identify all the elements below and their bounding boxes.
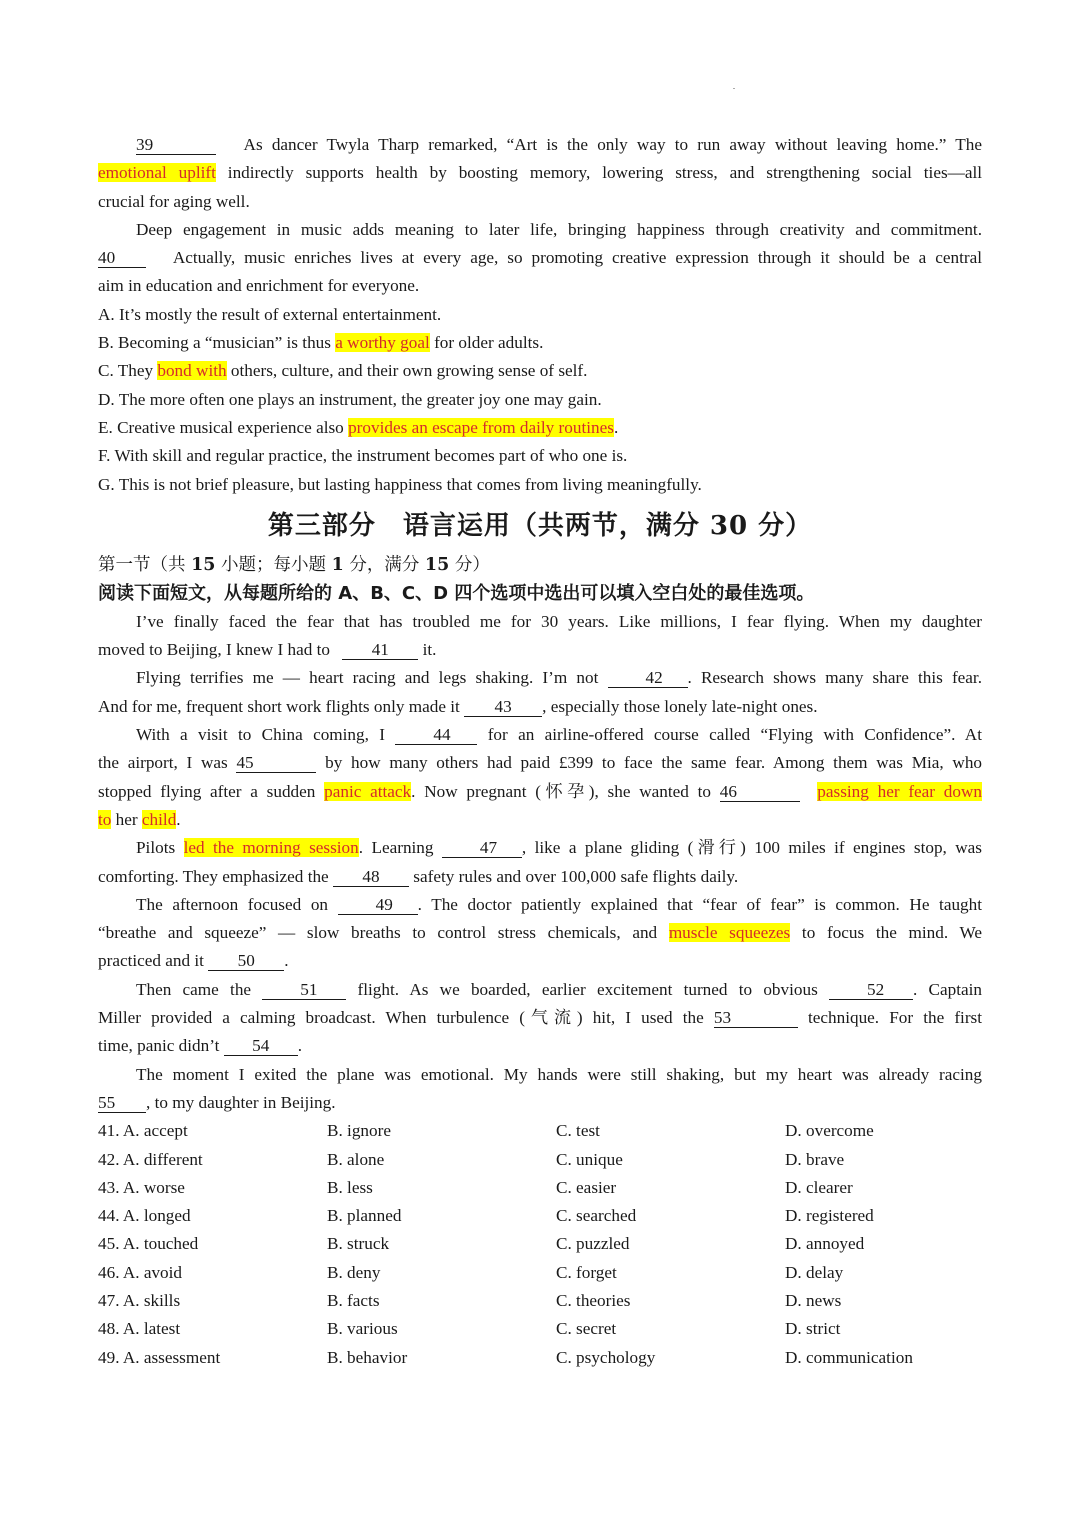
passage-line [98, 721, 982, 749]
text: 分） [449, 554, 490, 575]
text: As dancer Twyla Tharp remarked, “Art is the only way to run away without leaving home.” The [243, 135, 983, 154]
option-cell[interactable]: D. communication [785, 1347, 913, 1367]
option-cell[interactable]: C. unique [556, 1149, 623, 1169]
passage-line: The moment I exited the plane was emotional. My hands were still shaking, but my heart was already racing [136, 1064, 982, 1084]
option-cell[interactable]: 41. A. accept [98, 1121, 188, 1141]
option-cell[interactable]: B. behavior [327, 1347, 408, 1367]
text: E. Creative musical experience also [98, 417, 349, 437]
text: her [111, 809, 142, 829]
options-row [98, 1202, 982, 1230]
text: . Learning [358, 838, 442, 858]
instruction: 阅读下面短文，从每题所给的 A、B、C、D 四个选项中选出可以填入空白处的最佳选项。 [98, 582, 815, 604]
text: Flying terrifies me — heart racing and legs shaking. I’m not [136, 668, 608, 688]
passage-line [98, 159, 982, 187]
option-cell[interactable]: D. annoyed [785, 1234, 865, 1254]
passage-line: aim in education and enrichment for everyone. [98, 276, 420, 296]
text: . Captain [913, 979, 982, 999]
option-cell[interactable]: 45. A. touched [98, 1234, 199, 1254]
blank-51[interactable]: 51 [262, 981, 346, 1000]
text: . [176, 809, 181, 829]
text: the airport, I was [98, 753, 237, 773]
option-cell[interactable]: B. ignore [327, 1121, 391, 1141]
option-cell[interactable]: C. psychology [556, 1347, 656, 1367]
option-cell[interactable]: B. deny [327, 1262, 381, 1282]
text: 1 [331, 554, 344, 575]
text: “breathe and squeeze” — slow breaths to control stress chemicals, and [98, 923, 669, 943]
option-cell[interactable]: 43. A. worse [98, 1177, 185, 1197]
option-cell[interactable]: 48. A. latest [98, 1319, 181, 1339]
text: 小题；每小题 [215, 554, 332, 575]
highlight-escape: provides an escape from daily routines [348, 417, 614, 437]
passage-line [98, 131, 982, 159]
text: it. [418, 640, 437, 660]
text: 15 [191, 554, 216, 575]
option-cell[interactable]: 44. A. longed [98, 1206, 191, 1226]
passage-line [98, 947, 982, 975]
blank-41[interactable]: 41 [342, 641, 418, 660]
passage-line: Deep engagement in music adds meaning to later life, bringing happiness through creativity and commitment. [136, 219, 982, 239]
highlight-to: to [98, 809, 112, 829]
blank-49[interactable]: 49 [338, 896, 418, 915]
option-cell[interactable]: D. strict [785, 1319, 841, 1339]
option-cell[interactable]: B. various [327, 1319, 398, 1339]
highlight-child: child [141, 809, 177, 829]
passage-line: crucial for aging well. [98, 191, 250, 211]
text: safety rules and over 100,000 safe flights daily. [409, 866, 739, 886]
passage-line: I’ve finally faced the fear that has troubled me for 30 years. Like millions, I fear flying. When my daughter [136, 611, 982, 631]
passage-line [98, 1004, 982, 1032]
exam-page [98, 131, 982, 1372]
passage-line [98, 636, 982, 664]
blank-50[interactable]: 50 [208, 952, 284, 971]
option-cell[interactable]: C. searched [556, 1206, 637, 1226]
text: moved to Beijing, I knew I had to [98, 640, 335, 660]
text: 15 [424, 554, 450, 575]
option-cell[interactable]: B. facts [327, 1290, 380, 1310]
highlight-muscle-squeezes: muscle squeezes [668, 923, 791, 943]
text: . [284, 951, 289, 971]
text: 分，满分 [343, 554, 425, 575]
options-row [98, 1315, 982, 1343]
option-cell[interactable]: D. brave [785, 1149, 845, 1169]
option-f: F. With skill and regular practice, the instrument becomes part of who one is. [98, 446, 628, 466]
option-cell[interactable]: 49. A. assessment [98, 1347, 221, 1367]
text: , like a plane gliding (滑行) 100 miles if engines stop, was [521, 838, 982, 858]
passage-line [98, 693, 982, 721]
option-cell[interactable]: C. secret [556, 1319, 617, 1339]
options-row [98, 1344, 982, 1372]
text: time, panic didn’t [98, 1036, 224, 1056]
options-row [98, 1230, 982, 1258]
option-cell[interactable]: B. less [327, 1177, 373, 1197]
option-c [98, 357, 982, 385]
highlight-passing-fear: passing her fear down [817, 781, 982, 801]
option-cell[interactable]: 46. A. avoid [98, 1262, 183, 1282]
highlight-emotional-uplift: emotional uplift [98, 163, 216, 183]
text: . Research shows many share this fear. [687, 668, 983, 688]
text: practiced and it [98, 951, 209, 971]
option-a: A. It’s mostly the result of external entertainment. [98, 304, 442, 324]
blank-47[interactable]: 47 [442, 839, 522, 858]
text: Then came the [136, 979, 263, 999]
blank-55[interactable]: 55 [98, 1094, 146, 1113]
option-e [98, 414, 982, 442]
blank-39[interactable]: 39 [136, 136, 216, 155]
blank-48[interactable]: 48 [333, 868, 409, 887]
blank-40[interactable]: 40 [98, 249, 146, 268]
text: The afternoon focused on [136, 894, 338, 914]
text: C. They [98, 361, 158, 381]
options-row [98, 1259, 982, 1287]
blank-42[interactable]: 42 [608, 669, 688, 688]
passage-line [98, 919, 982, 947]
passage-line [98, 976, 982, 1004]
option-cell[interactable]: B. struck [327, 1234, 390, 1254]
passage-line [98, 1089, 982, 1117]
highlight-panic-attack: panic attack [324, 781, 412, 801]
section-title: 第三部分 语言运用（共两节，满分 30 分） [267, 510, 813, 541]
option-cell[interactable]: C. theories [556, 1290, 631, 1310]
text: by how many others had paid £399 to face the same fear. Among them was Mia, who [316, 753, 983, 773]
passage-line [98, 863, 982, 891]
option-cell[interactable]: D. news [785, 1290, 842, 1310]
option-cell[interactable]: D. clearer [785, 1177, 853, 1197]
scan-speck [733, 88, 735, 89]
option-cell[interactable]: D. registered [785, 1206, 874, 1226]
text: comforting. They emphasized the [98, 866, 333, 886]
text: 第一节（共 [98, 554, 192, 575]
blank-53[interactable]: 53 [714, 1009, 798, 1028]
blank-54[interactable]: 54 [224, 1037, 298, 1056]
option-cell[interactable]: D. overcome [785, 1121, 874, 1141]
text: , especially those lonely late-night ones. [542, 696, 818, 716]
option-cell[interactable]: C. puzzled [556, 1234, 630, 1254]
option-g: G. This is not brief pleasure, but lasting happiness that comes from living meaningfully. [98, 474, 702, 494]
option-d: D. The more often one plays an instrument, the greater joy one may gain. [98, 389, 602, 409]
option-cell[interactable]: C. test [556, 1121, 600, 1141]
blank-46[interactable]: 46 [720, 783, 800, 802]
subsection-title [98, 551, 982, 579]
text: flight. As we boarded, earlier excitement turned to obvious [346, 979, 829, 999]
text: . The doctor patiently explained that “fear of fear” is common. He taught [417, 894, 983, 914]
text: Actually, music enriches lives at every age, so promoting creative expression through it should be a central [172, 248, 983, 268]
highlight-led-session: led the morning session [183, 838, 359, 858]
passage-line [98, 244, 982, 272]
highlight-worthy-goal: a worthy goal [335, 333, 430, 353]
text: for older adults. [429, 333, 544, 353]
text: . [297, 1036, 302, 1056]
options-row [98, 1174, 982, 1202]
passage-line [98, 806, 982, 834]
passage-line [98, 778, 982, 806]
blank-43[interactable]: 43 [464, 698, 542, 717]
text: technique. For the first [797, 1008, 983, 1028]
passage-line [98, 834, 982, 862]
option-cell[interactable]: B. alone [327, 1149, 385, 1169]
text: to focus the mind. We [790, 923, 983, 943]
blank-52[interactable]: 52 [829, 981, 913, 1000]
options-row [98, 1117, 982, 1145]
options-row [98, 1287, 982, 1315]
text: . Now pregnant (怀孕), she wanted to [411, 781, 720, 801]
option-cell[interactable]: B. planned [327, 1206, 402, 1226]
option-cell[interactable]: C. easier [556, 1177, 617, 1197]
text: . [613, 417, 619, 437]
option-cell[interactable]: C. forget [556, 1262, 617, 1282]
highlight-bond-with: bond with [157, 361, 227, 381]
text: With a visit to China coming, I [136, 725, 396, 745]
text: , to my daughter in Beijing. [146, 1092, 336, 1112]
options-row [98, 1146, 982, 1174]
text: Miller provided a calming broadcast. When turbulence (气流) hit, I used the [98, 1008, 714, 1028]
passage-line [98, 749, 982, 777]
text: others, culture, and their own growing sense of self. [226, 361, 588, 381]
text: indirectly supports health by boosting memory, lowering stress, and strengthening social ties—all [215, 163, 982, 183]
option-cell[interactable]: 47. A. skills [98, 1290, 181, 1310]
option-cell[interactable]: 42. A. different [98, 1149, 203, 1169]
passage-line [98, 891, 982, 919]
text: And for me, frequent short work flights only made it [98, 696, 465, 716]
text: for an airline-offered course called “Flying with Confidence”. At [477, 725, 982, 745]
text: Pilots [136, 838, 184, 858]
option-cell[interactable]: D. delay [785, 1262, 844, 1282]
text: stopped flying after a sudden [98, 781, 325, 801]
options-table [98, 1117, 982, 1372]
text: B. Becoming a “musician” is thus [98, 333, 336, 353]
option-b [98, 329, 982, 357]
passage-line [98, 1032, 982, 1060]
blank-44[interactable]: 44 [395, 726, 477, 745]
blank-45[interactable]: 45 [236, 754, 316, 773]
passage-line [98, 664, 982, 692]
